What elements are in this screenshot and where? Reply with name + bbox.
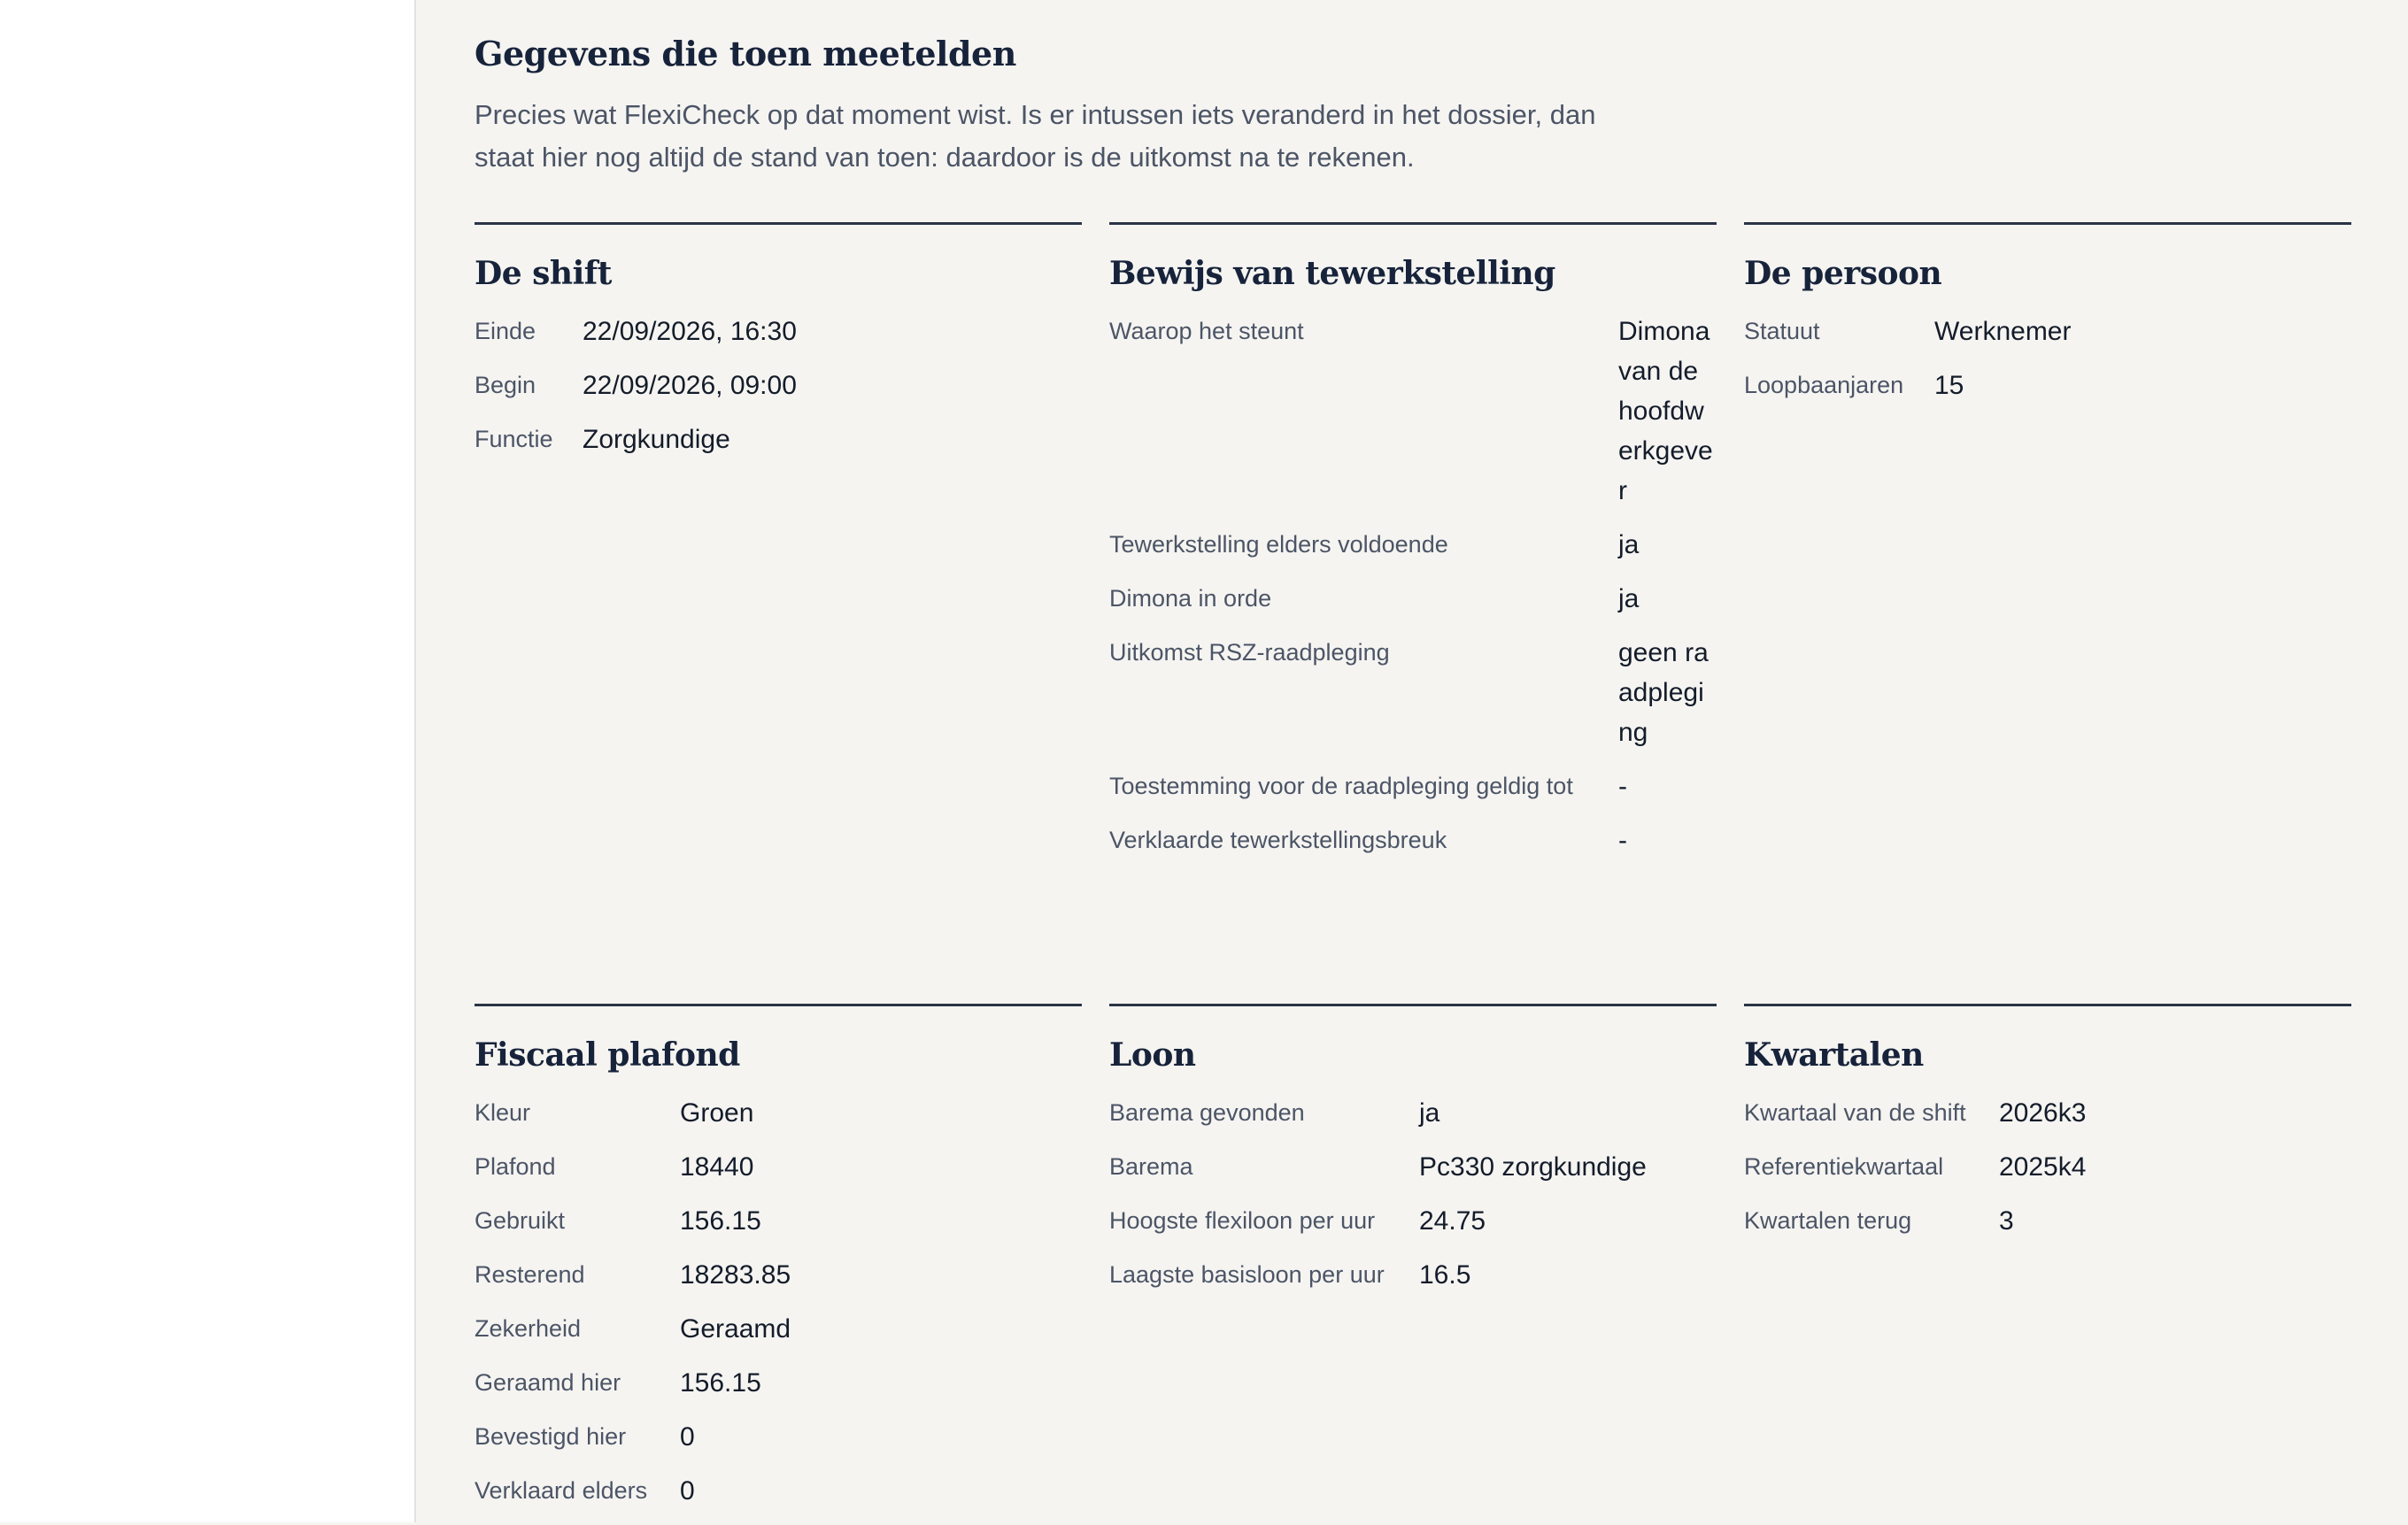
detail-label: Statuut	[1744, 318, 1820, 344]
detail-row	[1744, 1093, 2351, 1133]
detail-value: 22/09/2026, 16:30	[583, 317, 797, 346]
detail-label: Functie	[475, 426, 553, 452]
card-bewijs-van-tewerkstelling	[1109, 222, 1717, 874]
sidebar	[0, 0, 416, 1522]
detail-label: Kleur	[475, 1099, 531, 1126]
detail-row	[1109, 820, 1717, 860]
detail-row	[1109, 633, 1717, 752]
detail-value: 2025k4	[1999, 1152, 2087, 1182]
detail-row	[475, 1147, 1082, 1187]
detail-label: Plafond	[475, 1153, 556, 1180]
card-title: Kwartalen	[1744, 1036, 1924, 1074]
card-title: Fiscaal plafond	[475, 1036, 740, 1074]
detail-value: geen raadpleging	[1618, 638, 1709, 747]
card-title: Loon	[1109, 1036, 1196, 1074]
detail-label: Geraamd hier	[475, 1369, 621, 1396]
card-title: De persoon	[1744, 255, 1942, 292]
detail-label: Zekerheid	[475, 1315, 582, 1342]
card-title: De shift	[475, 255, 612, 292]
detail-value: Groen	[680, 1098, 754, 1128]
card-rows	[1109, 1093, 1717, 1295]
card-rows	[1109, 312, 1717, 860]
card-kwartalen	[1744, 1004, 2351, 1255]
detail-label: Loopbaanjaren	[1744, 372, 1904, 398]
detail-row	[1109, 766, 1717, 806]
detail-value: Pc330 zorgkundige	[1419, 1152, 1647, 1182]
card-rows	[1744, 1093, 2351, 1241]
detail-label: Bevestigd hier	[475, 1423, 627, 1450]
detail-label: Gebruikt	[475, 1207, 566, 1234]
detail-value: Werknemer	[1934, 317, 2072, 346]
detail-row	[1109, 579, 1717, 619]
detail-value: 2026k3	[1999, 1098, 2087, 1128]
detail-value: ja	[1618, 530, 1640, 559]
detail-value: Dimona van de hoofdwerkgever	[1618, 317, 1713, 505]
detail-label: Uitkomst RSZ-raadpleging	[1109, 639, 1390, 666]
detail-label: Referentiekwartaal	[1744, 1153, 1944, 1180]
detail-value: ja	[1618, 584, 1640, 613]
detail-label: Toestemming voor de raadpleging geldig tot	[1109, 773, 1573, 799]
detail-row	[1109, 1093, 1717, 1133]
detail-value: 24.75	[1419, 1206, 1486, 1236]
card-shift	[475, 222, 1082, 474]
detail-value: 3	[1999, 1206, 2014, 1236]
detail-row	[1109, 1255, 1717, 1295]
detail-label: Hoogste flexiloon per uur	[1109, 1207, 1376, 1234]
detail-row	[1109, 1147, 1717, 1187]
detail-row	[475, 1363, 1082, 1403]
detail-row	[475, 312, 1082, 351]
detail-value: 16.5	[1419, 1260, 1471, 1290]
main-content	[475, 0, 2351, 1522]
detail-label: Verklaarde tewerkstellingsbreuk	[1109, 827, 1447, 853]
detail-row	[1744, 366, 2351, 405]
detail-row	[475, 1471, 1082, 1511]
detail-value: Geraamd	[680, 1314, 791, 1344]
detail-value: 0	[680, 1422, 695, 1452]
detail-row	[1744, 1201, 2351, 1241]
card-fiscaal-plafond	[475, 1004, 1082, 1525]
detail-label: Resterend	[475, 1261, 585, 1288]
card-rows	[475, 1093, 1082, 1511]
detail-value: 22/09/2026, 09:00	[583, 371, 797, 400]
card-rows	[475, 312, 1082, 459]
detail-label: Begin	[475, 372, 536, 398]
detail-row	[1744, 312, 2351, 351]
detail-label: Dimona in orde	[1109, 585, 1272, 612]
detail-label: Kwartaal van de shift	[1744, 1099, 1966, 1126]
detail-row	[475, 1417, 1082, 1457]
detail-row	[1744, 1147, 2351, 1187]
detail-row	[475, 1201, 1082, 1241]
detail-value: 18440	[680, 1152, 754, 1182]
card-de-persoon	[1744, 222, 2351, 420]
detail-label: Laagste basisloon per uur	[1109, 1261, 1385, 1288]
detail-value: ja	[1419, 1098, 1440, 1128]
detail-value: -	[1618, 772, 1627, 801]
detail-row	[475, 1255, 1082, 1295]
detail-row	[475, 366, 1082, 405]
detail-label: Kwartalen terug	[1744, 1207, 1912, 1234]
detail-value: Zorgkundige	[583, 425, 730, 454]
detail-label: Verklaard elders	[475, 1477, 648, 1504]
detail-row	[475, 420, 1082, 459]
detail-row	[1109, 1201, 1717, 1241]
section-title: Gegevens die toen meetelden	[475, 34, 1016, 73]
card-rows	[1744, 312, 2351, 405]
detail-value: 156.15	[680, 1206, 761, 1236]
detail-label: Einde	[475, 318, 536, 344]
detail-value: 156.15	[680, 1368, 761, 1398]
detail-value: 18283.85	[680, 1260, 791, 1290]
detail-row	[1109, 525, 1717, 565]
detail-row	[475, 1309, 1082, 1349]
detail-label: Barema	[1109, 1153, 1193, 1180]
detail-value: 15	[1934, 371, 1964, 400]
detail-label: Waarop het steunt	[1109, 318, 1304, 344]
detail-label: Tewerkstelling elders voldoende	[1109, 531, 1448, 558]
detail-value: 0	[680, 1476, 695, 1506]
detail-label: Barema gevonden	[1109, 1099, 1305, 1126]
card-loon	[1109, 1004, 1717, 1309]
detail-value: -	[1618, 826, 1627, 855]
detail-row	[1109, 312, 1717, 511]
section-intro: Precies wat FlexiCheck op dat moment wist. Is er intussen iets veranderd in het dossier, dan staat hier nog altijd de stand van toen: daardoor is de uitkomst na te rekenen.	[475, 99, 1596, 173]
card-title: Bewijs van tewerkstelling	[1109, 255, 1555, 292]
detail-row	[475, 1093, 1082, 1133]
